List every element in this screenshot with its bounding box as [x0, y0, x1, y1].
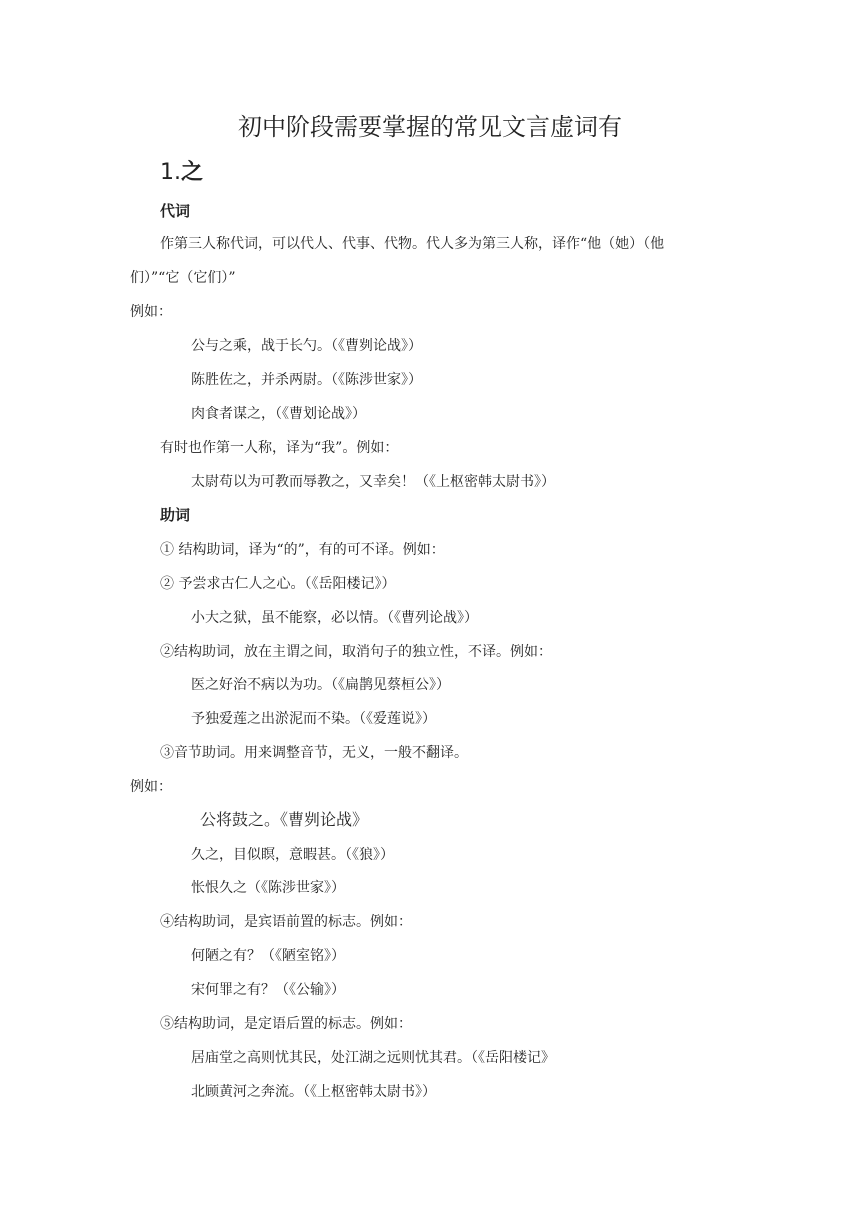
pronoun-example-1: 公与之乘，战于长勺。（《曹刿论战》） [191, 338, 422, 354]
particle-item-4-example-1: 何陋之有？（《陋室铭》） [191, 948, 345, 964]
particle-item-5-example-1: 居庙堂之高则忧其民，处江湖之远则忧其君。（《岳阳楼记》 [191, 1050, 555, 1066]
pronoun-example-label: 例如： [130, 304, 172, 320]
particle-item-3-example-2: 久之，目似瞑，意暇甚。（《狼》） [191, 847, 394, 863]
pronoun-example-3: 肉食者谋之，（《曹划论战》） [191, 406, 366, 422]
pronoun-desc-line2: 们）”“它（它们）” [130, 270, 236, 286]
particle-item-3-example-3: 怅恨久之（《陈涉世家》） [191, 880, 345, 896]
particle-item-3-label: 例如： [130, 779, 172, 795]
document-title: 初中阶段需要掌握的常见文言虚词有 [238, 113, 622, 141]
particle-item-1-example-1: ② 予尝求古仁人之心。（《岳阳楼记》） [160, 576, 396, 592]
pronoun-example-2: 陈胜佐之，并杀两尉。（《陈涉世家》） [191, 372, 422, 388]
particle-item-2: ②结构助词，放在主谓之间，取消句子的独立性，不译。例如： [160, 644, 552, 660]
first-person-note: 有时也作第一人称，译为“我”。例如： [160, 440, 399, 456]
particle-item-3-example-1: 公将鼓之。《曹刿论战》 [200, 810, 369, 829]
section-char: 之 [181, 160, 204, 185]
particle-item-1-example-2: 小大之狱，虽不能察，必以情。（《曹列论战》） [191, 610, 478, 626]
pronoun-desc-line1: 作第三人称代词，可以代人、代事、代物。代人多为第三人称，译作“他（她）（他 [160, 236, 665, 252]
particle-item-3: ③音节助词。用来调整音节，无义，一般不翻译。 [160, 745, 468, 761]
particle-item-2-example-2: 予独爱莲之出淤泥而不染。（《爱莲说》） [191, 711, 436, 727]
first-person-example: 太尉苟以为可教而辱教之，又幸矣！（《上枢密韩太尉书》） [191, 474, 555, 490]
section-number: 1. [160, 160, 181, 185]
particle-item-1: ① 结构助词，译为“的”，有的可不译。例如： [160, 542, 445, 558]
particle-item-5-example-2: 北顾黄河之奔流。（《上枢密韩太尉书》） [191, 1084, 436, 1100]
particle-heading: 助词 [160, 506, 191, 524]
particle-item-4: ④结构助词，是宾语前置的标志。例如： [160, 914, 412, 930]
section-heading [160, 158, 203, 188]
particle-item-2-example-1: 医之好治不病以为功。（《扁鹊见蔡桓公》） [191, 677, 450, 693]
pronoun-heading: 代词 [160, 202, 191, 220]
particle-item-5: ⑤结构助词，是定语后置的标志。例如： [160, 1016, 412, 1032]
particle-item-4-example-2: 宋何罪之有？（《公输》） [191, 982, 345, 998]
